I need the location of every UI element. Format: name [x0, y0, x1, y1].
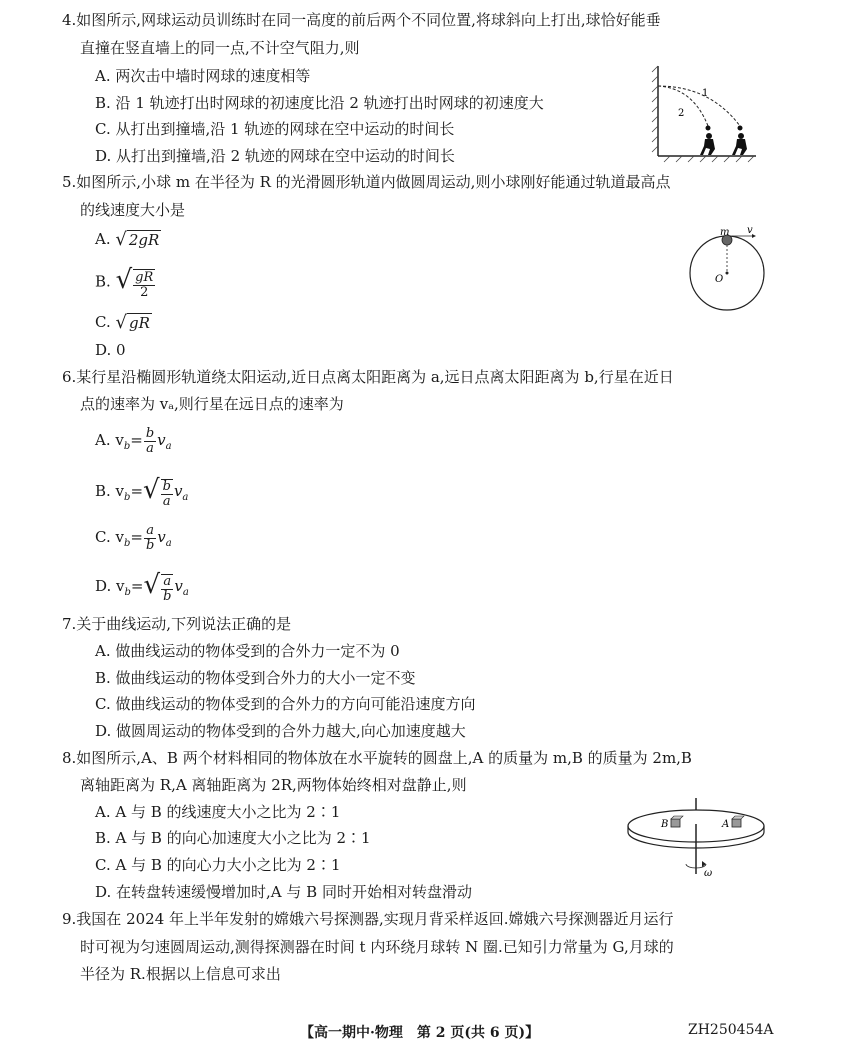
q8-option-a: A. A 与 B 的线速度大小之比为 2∶1	[95, 803, 341, 821]
q4-trajectory-label-2: 2	[678, 108, 685, 119]
q6-option-b-eq: =	[130, 482, 144, 500]
q5-option-b-numerator: gR	[135, 269, 154, 285]
q4-trajectory-label-1: 1	[702, 88, 709, 99]
q5-option-c-radicand: gR	[128, 314, 150, 332]
q6-option-a	[95, 425, 172, 462]
q7-stem: 7.关于曲线运动,下列说法正确的是	[62, 615, 292, 633]
q4-player-far-icon	[732, 126, 747, 156]
q8-option-d: D. 在转盘转速缓慢增加时,A 与 B 同时开始相对转盘滑动	[95, 883, 472, 901]
q6-option-b: B. $v_b=√$ $\frac{b}{a}$ $v_a$	[95, 475, 189, 509]
q8-fig-omega-label: ω	[704, 868, 713, 878]
q6-option-d-v: v	[174, 577, 183, 595]
q8-option-c: C. A 与 B 的向心力大小之比为 2∶1	[95, 856, 341, 874]
q6-option-d-sub: b	[124, 587, 131, 598]
q6-option-b-prefix: B. v	[95, 482, 125, 500]
q9-stem-line1: 9.我国在 2024 年上半年发射的嫦娥六号探测器,实现月背采样返回.嫦娥六号探测器近月运行	[62, 910, 674, 928]
q6-option-c	[95, 522, 172, 559]
q6-option-b-v-sub: a	[182, 492, 189, 503]
q6-option-c-v-sub: a	[165, 538, 172, 549]
q5-option-a-prefix: A.	[95, 230, 111, 248]
q5-fig-velocity-label: v	[747, 225, 753, 236]
q6-option-b-sub: b	[124, 492, 131, 503]
q8-stem-line2: 离轴距离为 R,A 离轴距离为 2R,两物体始终相对盘静止,则	[80, 776, 467, 794]
q4-player-near-icon	[700, 126, 715, 156]
q4-stem-line2: 直撞在竖直墙上的同一点,不计空气阻力,则	[80, 39, 360, 57]
q5-option-c: C. √ gR	[95, 312, 150, 333]
q6-option-a-numerator: b	[145, 425, 155, 441]
q7-option-c: C. 做曲线运动的物体受到的合外力的方向可能沿速度方向	[95, 695, 476, 713]
q5-circular-track-figure	[684, 225, 774, 315]
q6-option-b-numerator: b	[162, 479, 171, 494]
q4-option-d: D. 从打出到撞墙,沿 2 轨迹的网球在空中运动的时间长	[95, 147, 455, 165]
q7-option-a: A. 做曲线运动的物体受到的合外力一定不为 0	[95, 642, 400, 660]
q4-option-c: C. 从打出到撞墙,沿 1 轨迹的网球在空中运动的时间长	[95, 120, 455, 138]
q5-option-b-prefix: B.	[95, 272, 111, 291]
page-footer-code: ZH250454A	[688, 1022, 774, 1038]
q9-stem-line2: 时可视为匀速圆周运动,测得探测器在时间 t 内环绕月球转 N 圈.已知引力常量为 G,月球的	[80, 938, 674, 956]
q5-option-d: D. 0	[95, 341, 126, 359]
q6-option-c-eq: =	[130, 528, 143, 546]
q5-option-c-prefix: C.	[95, 313, 111, 331]
q6-option-b-v: v	[173, 482, 183, 500]
q4-option-a: A. 两次击中墙时网球的速度相等	[95, 67, 311, 85]
q6-stem-line1: 6.某行星沿椭圆形轨道绕太阳运动,近日点离太阳距离为 a,远日点离太阳距离为 b,行星在近日	[62, 368, 674, 386]
q6-option-b-denominator: a	[162, 494, 171, 509]
q6-option-a-v-sub: a	[165, 441, 172, 452]
q6-option-c-prefix: C. v	[95, 528, 124, 546]
q6-option-a-denominator: a	[146, 440, 154, 456]
q6-option-d-prefix: D. v	[95, 577, 125, 595]
q5-option-b: B. √ $\frac{gR}{2}$	[95, 265, 154, 300]
q7-option-b: B. 做曲线运动的物体受到合外力的大小一定不变	[95, 669, 416, 687]
q5-option-a-radicand: 2gR	[128, 231, 160, 249]
q4-stem-line1: 4.如图所示,网球运动员训练时在同一高度的前后两个不同位置,将球斜向上打出,球恰好能垂	[62, 11, 661, 29]
q5-option-b-denominator: 2	[140, 284, 149, 300]
q8-option-b: B. A 与 B 的向心加速度大小之比为 2∶1	[95, 829, 371, 847]
q5-option-a: A. √ 2gR	[95, 229, 160, 250]
q8-turntable-figure	[624, 798, 770, 878]
q6-option-a-v: v	[157, 431, 166, 449]
q6-option-d-numerator: a	[161, 575, 173, 590]
q5-fig-mass-label: m	[720, 227, 730, 238]
q6-option-d-eq: =	[130, 577, 144, 595]
page-footer-label: 【高一期中·物理 第 2 页(共 6 页)】	[300, 1025, 540, 1041]
q8-stem-line1: 8.如图所示,A、B 两个材料相同的物体放在水平旋转的圆盘上,A 的质量为 m,B 的质量为 2m,B	[62, 749, 692, 767]
q8-fig-b-label: B	[661, 819, 669, 830]
q6-option-d: D. $v_b=√$ $\frac{a}{b}$ $v_a$	[95, 570, 189, 604]
q6-option-c-sub: b	[123, 538, 131, 549]
q5-stem-line1: 5.如图所示,小球 m 在半径为 R 的光滑圆形轨道内做圆周运动,则小球刚好能通过轨道最高点	[62, 173, 671, 191]
q5-stem-line2: 的线速度大小是	[80, 201, 186, 219]
q6-option-d-v-sub: a	[182, 587, 189, 598]
q6-option-c-numerator: a	[144, 524, 156, 539]
q6-option-a-eq: =	[130, 431, 143, 449]
q9-stem-line3: 半径为 R.根据以上信息可求出	[80, 965, 281, 983]
q8-fig-a-label: A	[722, 819, 730, 830]
q4-option-b: B. 沿 1 轨迹打出时网球的初速度比沿 2 轨迹打出时网球的初速度大	[95, 94, 544, 112]
q6-option-a-prefix: A. v	[95, 431, 124, 449]
q5-fig-center-label: O	[715, 274, 724, 285]
q6-option-a-sub: b	[123, 441, 131, 452]
q4-tennis-figure	[648, 64, 758, 164]
q6-option-c-denominator: b	[145, 537, 155, 553]
q6-option-c-v: v	[157, 528, 166, 546]
q6-stem-line2: 点的速率为 vₐ,则行星在远日点的速率为	[80, 395, 344, 413]
q6-option-d-denominator: b	[163, 589, 172, 604]
q7-option-d: D. 做圆周运动的物体受到的合外力越大,向心加速度越大	[95, 722, 466, 740]
